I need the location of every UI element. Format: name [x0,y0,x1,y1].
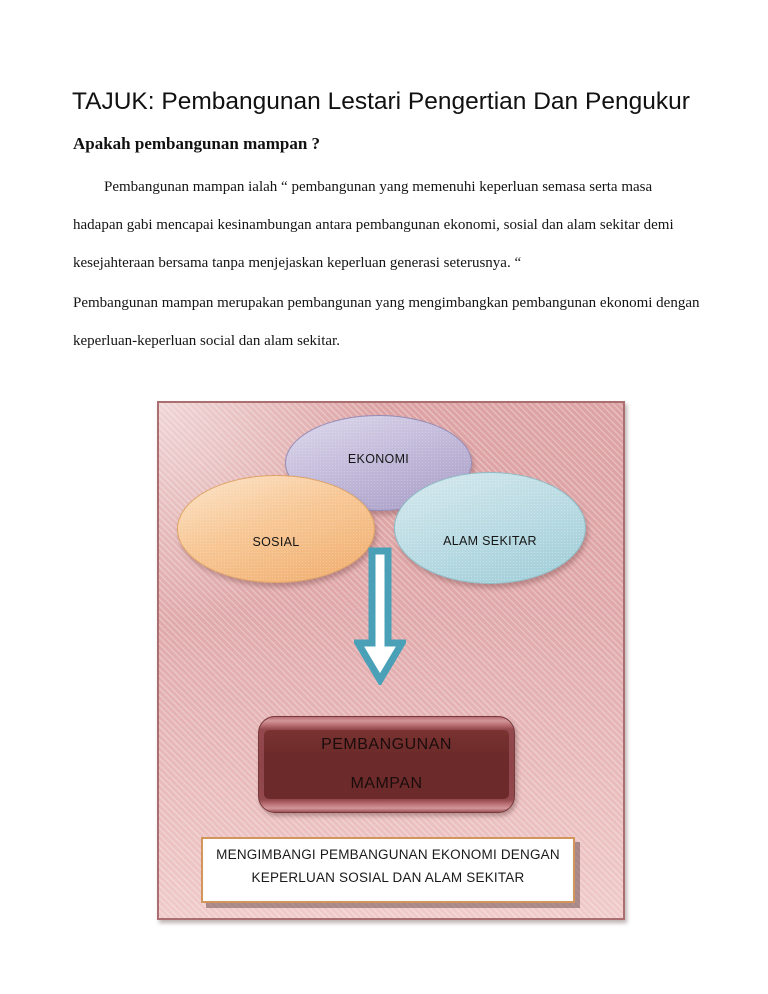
paragraph-line: kesejahteraan bersama tanpa menjejaskan keperluan generasi seterusnya. “ [73,255,522,271]
paragraph-summary [73,284,728,360]
ellipse-sosial [177,475,375,583]
result-box-inner [264,730,509,799]
ellipse-alam-sekitar-label: ALAM SEKITAR [443,534,537,548]
paragraph-definition [73,168,728,282]
result-box [258,716,515,813]
result-line: PEMBANGUNAN [321,736,452,753]
diagram-panel [157,401,625,920]
ellipse-sosial-label: SOSIAL [252,535,300,549]
caption-box [201,837,575,903]
result-line: MAMPAN [350,775,423,792]
paragraph-line: Pembangunan mampan merupakan pembangunan yang mengimbangkan pembangunan ekonomi dengan [73,295,700,311]
caption-line: KEPERLUAN SOSIAL DAN ALAM SEKITAR [251,870,525,885]
paragraph-line: keperluan-keperluan social dan alam sekitar. [73,333,340,349]
page-title: TAJUK: Pembangunan Lestari Pengertian Dan Pengukur [72,88,690,115]
ellipse-alam-sekitar [394,472,586,584]
down-arrow-icon [354,547,406,685]
ellipse-ekonomi-label: EKONOMI [347,452,410,466]
paragraph-line: Pembangunan mampan ialah “ pembangunan yang memenuhi keperluan semasa serta masa [104,179,653,195]
question-heading: Apakah pembangunan mampan ? [73,134,321,153]
paragraph-line: hadapan gabi mencapai kesinambungan antara pembangunan ekonomi, sosial dan alam sekitar demi [73,217,674,233]
caption-line: MENGIMBANGI PEMBANGUNAN EKONOMI DENGAN [216,847,560,862]
